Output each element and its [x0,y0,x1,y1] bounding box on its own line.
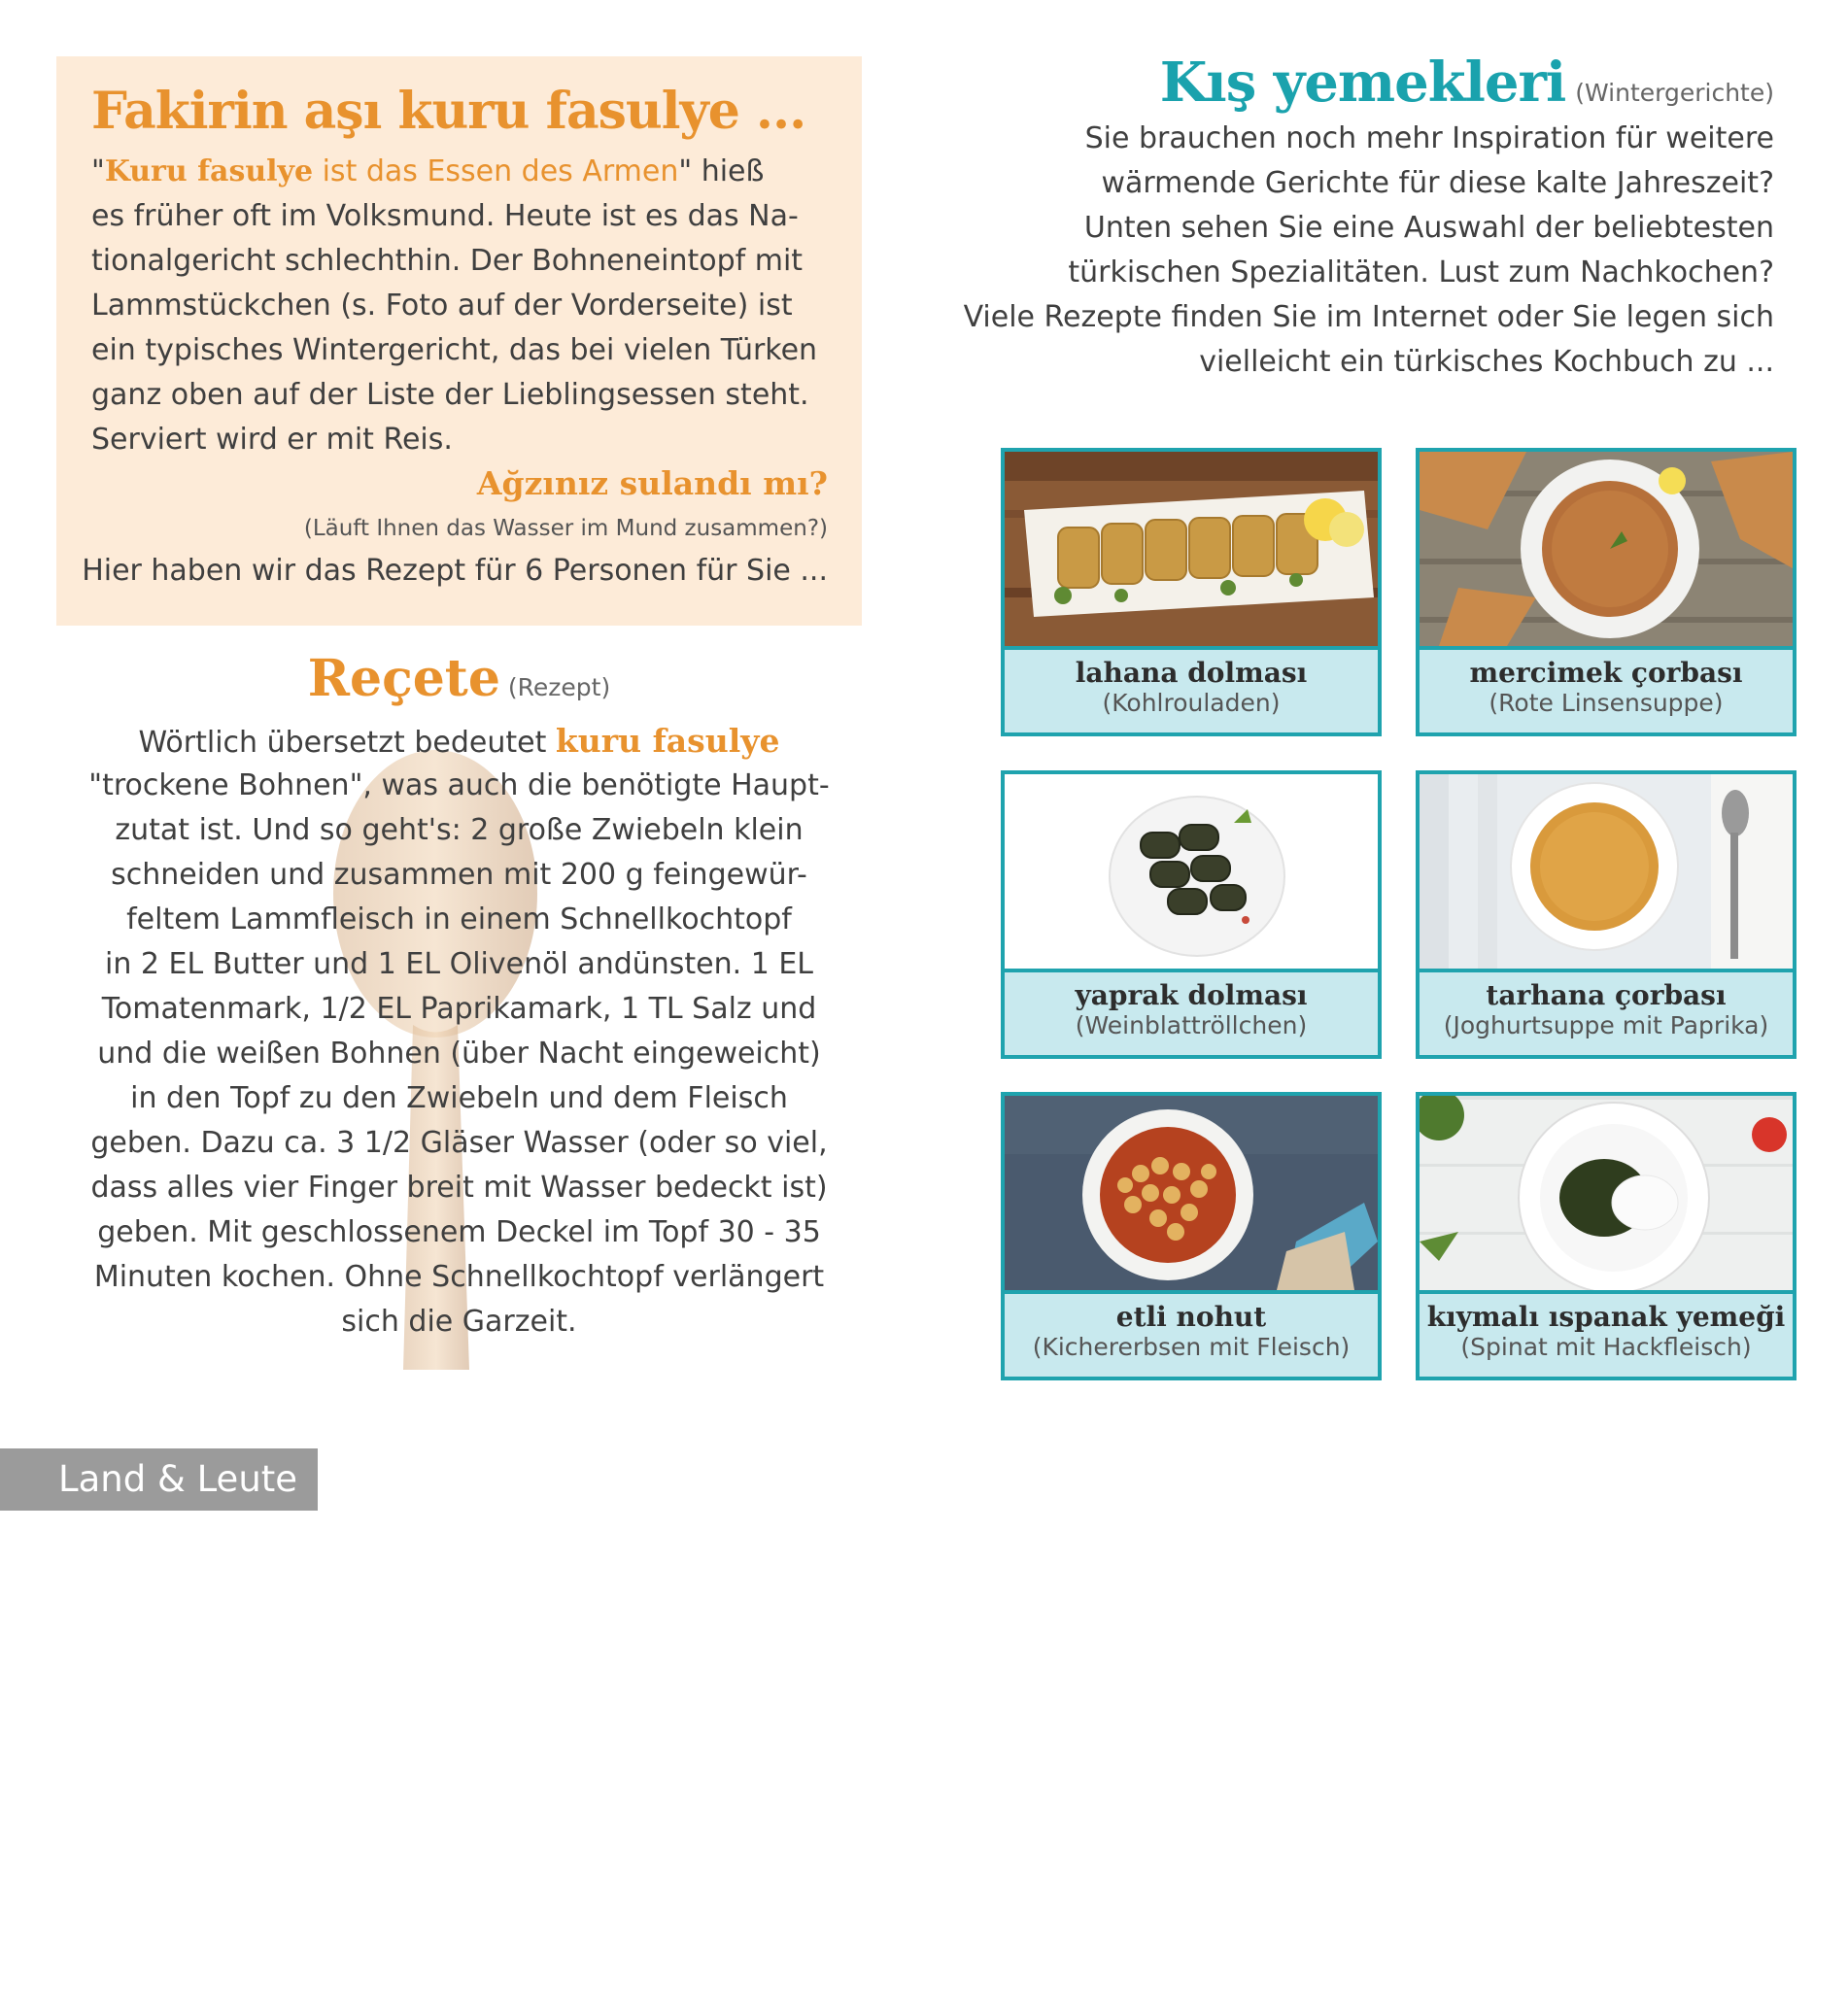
recipe-line: Tomatenmark, 1/2 EL Paprikamark, 1 TL Salz und [101,992,817,1026]
dish-card-kiymali-ispanak-yemegi [1416,1092,1797,1380]
intro-line: ganz oben auf der Liste der Lieblingsessen steht. [91,378,809,412]
intro-line: Serviert wird er mit Reis. [91,423,453,457]
dish-translation: (Kichererbsen mit Fleisch) [1032,1333,1351,1361]
dish-card-etli-nohut [1001,1092,1382,1380]
dish-card-tarhana-corbasi [1416,770,1797,1059]
dish-photo-chickpeas-meat [1005,1096,1378,1290]
dish-translation: (Rote Linsensuppe) [1489,689,1724,717]
winter-line: Unten sehen Sie eine Auswahl der beliebtesten [1083,211,1774,245]
dish-name: tarhana çorbası [1486,979,1727,1011]
intro-last-line: Hier haben wir das Rezept für 6 Personen für Sie ... [82,554,828,588]
dish-name: yaprak dolması [1075,979,1308,1011]
recipe-kuru-fasulye: kuru fasulye [555,722,780,760]
winter-line: vielleicht ein türkisches Kochbuch zu ... [1199,345,1774,379]
winter-heading [1160,51,1774,115]
intro-orange-phrase: ist das Essen des Armen [313,154,679,188]
recipe-line: schneiden und zusammen mit 200 g feingewür- [111,858,807,892]
recipe-line: "trockene Bohnen", was auch die benötigte Haupt- [88,768,830,802]
dish-photo-stuffed-vine-leaves [1005,774,1378,969]
recipe-line: dass alles vier Finger breit mit Wasser bedeckt ist) [90,1171,828,1205]
recipe-line: sich die Garzeit. [341,1305,577,1339]
dish-photo-cabbage-rolls [1005,452,1378,646]
dish-translation: (Spinat mit Hackfleisch) [1460,1333,1752,1361]
dish-photo-tarhana-soup [1420,774,1793,969]
recipe-line: Minuten kochen. Ohne Schnellkochtopf verlängert [93,1260,825,1294]
recipe-title: Reçete [307,649,500,708]
dish-label [1005,1290,1378,1377]
winter-line: wärmende Gerichte für diese kalte Jahreszeit? [1101,166,1774,200]
recipe-line: in 2 EL Butter und 1 EL Olivenöl andünsten. 1 EL [104,947,814,981]
intro-kuru-fasulye: Kuru fasulye [104,154,314,188]
winter-line: Sie brauchen noch mehr Inspiration für weitere [1084,121,1774,155]
intro-title: Fakirin aşı kuru fasulye ... [91,82,806,141]
dish-label [1420,1290,1793,1377]
dish-translation: (Joghurtsuppe mit Paprika) [1443,1011,1769,1039]
dish-label [1420,969,1793,1055]
recipe-line: in den Topf zu den Zwiebeln und dem Fleisch [130,1081,788,1115]
dish-name: mercimek çorbası [1469,657,1743,689]
intro-subtitle-translation: (Läuft Ihnen das Wasser im Mund zusammen?) [303,516,828,541]
intro-line: ein typisches Wintergericht, das bei vielen Türken [91,333,818,367]
dish-translation: (Weinblattröllchen) [1075,1011,1308,1039]
winter-title-translation: (Wintergerichte) [1575,79,1774,107]
dish-label [1420,646,1793,732]
intro-subtitle: Ağzınız sulandı mı? [476,464,828,502]
recipe-first-line [56,719,862,766]
recipe-line: und die weißen Bohnen (über Nacht eingeweicht) [97,1037,821,1071]
recipe-line: geben. Mit geschlossenem Deckel im Topf 30 - 35 [97,1215,821,1249]
dish-label [1005,969,1378,1055]
dish-label [1005,646,1378,732]
dish-card-lahana-dolmasi [1001,448,1382,736]
dish-photo-spinach-mince [1420,1096,1793,1290]
dish-name: kıymalı ıspanak yemeği [1426,1301,1786,1333]
intro-line1-rest: " hieß [678,154,765,188]
dish-card-yaprak-dolmasi [1001,770,1382,1059]
dish-name: lahana dolması [1075,657,1308,689]
intro-line: tionalgericht schlechthin. Der Bohneneintopf mit [91,244,804,278]
recipe-heading [56,649,862,708]
dish-name: etli nohut [1115,1301,1267,1333]
dish-translation: (Kohlrouladen) [1102,689,1281,717]
winter-line: türkischen Spezialitäten. Lust zum Nachkochen? [1068,255,1774,289]
winter-title: Kış yemekleri [1159,51,1566,115]
dish-card-mercimek-corbasi [1416,448,1797,736]
recipe-first-text: Wörtlich übersetzt bedeutet [138,726,556,760]
intro-line: Lammstückchen (s. Foto auf der Vorderseite) ist [91,289,793,323]
intro-line: es früher oft im Volksmund. Heute ist es das Na- [91,199,799,233]
intro-first-line [91,150,764,194]
recipe-line: geben. Dazu ca. 3 1/2 Gläser Wasser (oder so viel, [90,1126,828,1160]
recipe-line: zutat ist. Und so geht's: 2 große Zwiebeln klein [115,813,804,847]
winter-line: Viele Rezepte finden Sie im Internet oder Sie legen sich [963,300,1774,334]
recipe-title-translation: (Rezept) [507,673,611,701]
section-tab-land-leute: Land & Leute [0,1448,318,1511]
dish-photo-lentil-soup [1420,452,1793,646]
recipe-line: feltem Lammfleisch in einem Schnellkochtopf [126,902,792,936]
quote-open: " [91,154,105,188]
